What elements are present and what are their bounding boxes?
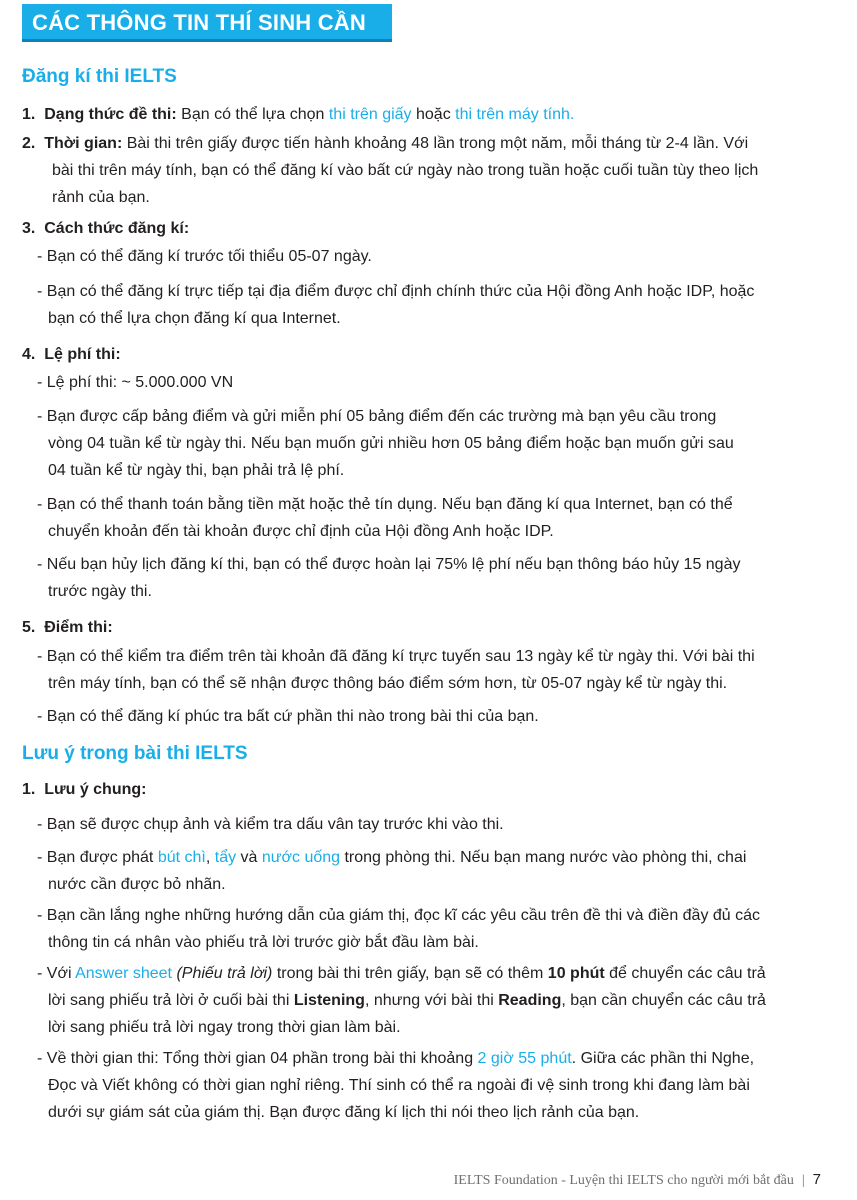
item-number: 1. <box>22 781 36 798</box>
footer-title: IELTS Foundation - Luyện thi IELTS cho người mới bắt đầu <box>453 1173 794 1188</box>
text: . Giữa các phần thi Nghe, <box>571 1050 755 1067</box>
bold-minutes: 10 phút <box>547 965 605 982</box>
highlight-eraser: tẩy <box>214 849 237 866</box>
bold-reading: Reading <box>498 992 562 1009</box>
item-general-notes <box>22 777 146 803</box>
bullet-line <box>37 1046 754 1072</box>
bullet-line <box>48 988 766 1014</box>
section-heading-registration: Đăng kí thi IELTS <box>22 66 177 87</box>
bullet-line <box>37 845 746 871</box>
bullet-line: - Nếu bạn hủy lịch đăng kí thi, bạn có thể được hoàn lại 75% lệ phí nếu bạn thông báo hủy 15 ngày <box>37 556 741 573</box>
item-label: Điểm thi: <box>44 619 113 636</box>
text: , <box>205 849 215 866</box>
item-label: Lệ phí thi: <box>44 346 121 363</box>
bullet-line: vòng 04 tuần kể từ ngày thi. Nếu bạn muốn gửi nhiều hơn 05 bảng điểm hoặc bạn muốn gửi sau <box>48 435 734 452</box>
page-number: 7 <box>812 1171 821 1188</box>
highlight-water: nước uống <box>261 849 341 866</box>
item-number: 2. <box>22 135 36 152</box>
item-number: 4. <box>22 346 36 363</box>
page-footer <box>454 1171 821 1189</box>
item-text-line: rảnh của bạn. <box>52 189 150 206</box>
text: trong phòng thi. Nếu bạn mang nước vào phòng thi, chai <box>340 849 747 866</box>
italic-note: (Phiếu trả lời) <box>172 965 273 982</box>
bold-listening: Listening <box>293 992 365 1009</box>
bullet-line: - Bạn có thể đăng kí phúc tra bất cứ phần thi nào trong bài thi của bạn. <box>37 708 539 725</box>
bullet-line: dưới sự giám sát của giám thị. Bạn được đăng kí lịch thi nói theo lịch rảnh của bạn. <box>48 1104 640 1121</box>
text: để chuyển các câu trả <box>604 965 766 982</box>
section-heading-notes: Lưu ý trong bài thi IELTS <box>22 743 248 764</box>
item-number: 3. <box>22 220 36 237</box>
text: trong bài thi trên giấy, bạn sẽ có thêm <box>272 965 548 982</box>
item-score <box>22 615 113 641</box>
footer-separator: | <box>801 1173 805 1188</box>
bullet-line: trước ngày thi. <box>48 583 152 600</box>
item-fee <box>22 342 121 368</box>
bullet-line: - Lệ phí thi: ~ 5.000.000 VN <box>37 374 234 391</box>
bullet-line: - Bạn được cấp bảng điểm và gửi miễn phí 05 bảng điểm đến các trường mà bạn yêu cầu trong <box>37 408 717 425</box>
text: , nhưng với bài thi <box>364 992 499 1009</box>
highlight-paper: thi trên giấy <box>328 106 412 123</box>
item-registration-method <box>22 216 189 242</box>
section-banner: CÁC THÔNG TIN THÍ SINH CẦN BIẾT <box>22 4 392 42</box>
item-format <box>22 102 574 128</box>
bullet-line: bạn có thể lựa chọn đăng kí qua Internet. <box>48 310 341 327</box>
item-text: Bài thi trên giấy được tiến hành khoảng 48 lần trong một năm, mỗi tháng từ 2-4 lần. Với <box>122 135 749 152</box>
item-number: 5. <box>22 619 36 636</box>
item-text: hoặc <box>411 106 456 123</box>
text: - Bạn được phát <box>37 849 158 866</box>
highlight-answer-sheet: Answer sheet <box>75 965 172 982</box>
text: và <box>236 849 262 866</box>
bullet-line: - Bạn có thể đăng kí trực tiếp tại địa điểm được chỉ định chính thức của Hội đồng Anh hoặc IDP, hoặc <box>37 283 755 300</box>
text: , bạn cần chuyển các câu trả <box>561 992 766 1009</box>
text: lời sang phiếu trả lời ở cuối bài thi <box>48 992 294 1009</box>
bullet-line: - Bạn sẽ được chụp ảnh và kiểm tra dấu vân tay trước khi vào thi. <box>37 816 504 833</box>
bullet-line: Đọc và Viết không có thời gian nghỉ riêng. Thí sinh có thể ra ngoài đi vệ sinh trong khi đang làm bài <box>48 1077 750 1094</box>
bullet-line: - Bạn có thể đăng kí trước tối thiểu 05-07 ngày. <box>37 248 372 265</box>
item-text-line: bài thi trên máy tính, bạn có thể đăng kí vào bất cứ ngày nào trong tuần hoặc cuối tuần tùy theo lịch <box>52 162 759 179</box>
highlight-duration: 2 giờ 55 phút <box>477 1050 572 1067</box>
item-label: Dạng thức đề thi: <box>44 106 177 123</box>
bullet-line: - Bạn cần lắng nghe những hướng dẫn của giám thị, đọc kĩ các yêu cầu trên đề thi và điền đầy đủ các <box>37 907 761 924</box>
highlight-pencil: bút chì <box>157 849 206 866</box>
item-number: 1. <box>22 106 36 123</box>
bullet-line: thông tin cá nhân vào phiếu trả lời trước giờ bắt đầu làm bài. <box>48 934 479 951</box>
bullet-line: - Bạn có thể kiểm tra điểm trên tài khoản đã đăng kí trực tuyến sau 13 ngày kể từ ngày thi. Với bài thi <box>37 648 755 665</box>
bullet-line: 04 tuần kể từ ngày thi, bạn phải trả lệ phí. <box>48 462 345 479</box>
bullet-line: lời sang phiếu trả lời ngay trong thời gian làm bài. <box>48 1019 401 1036</box>
text: - Với <box>37 965 76 982</box>
item-time <box>22 131 748 157</box>
bullet-line: - Bạn có thể thanh toán bằng tiền mặt hoặc thẻ tín dụng. Nếu bạn đăng kí qua Internet, bạn có thể <box>37 496 733 513</box>
bullet-line: chuyển khoản đến tài khoản được chỉ định của Hội đồng Anh hoặc IDP. <box>48 523 554 540</box>
bullet-line <box>37 961 766 987</box>
bullet-line: nước cần được bỏ nhãn. <box>48 876 226 893</box>
text: - Về thời gian thi: Tổng thời gian 04 phần trong bài thi khoảng <box>37 1050 478 1067</box>
highlight-computer: thi trên máy tính. <box>455 106 575 123</box>
item-text: Bạn có thể lựa chọn <box>176 106 329 123</box>
bullet-line: trên máy tính, bạn có thể sẽ nhận được thông báo điểm sớm hơn, từ 05-07 ngày kể từ ngày thi. <box>48 675 728 692</box>
item-label: Cách thức đăng kí: <box>44 220 190 237</box>
item-label: Thời gian: <box>44 135 123 152</box>
item-label: Lưu ý chung: <box>44 781 147 798</box>
